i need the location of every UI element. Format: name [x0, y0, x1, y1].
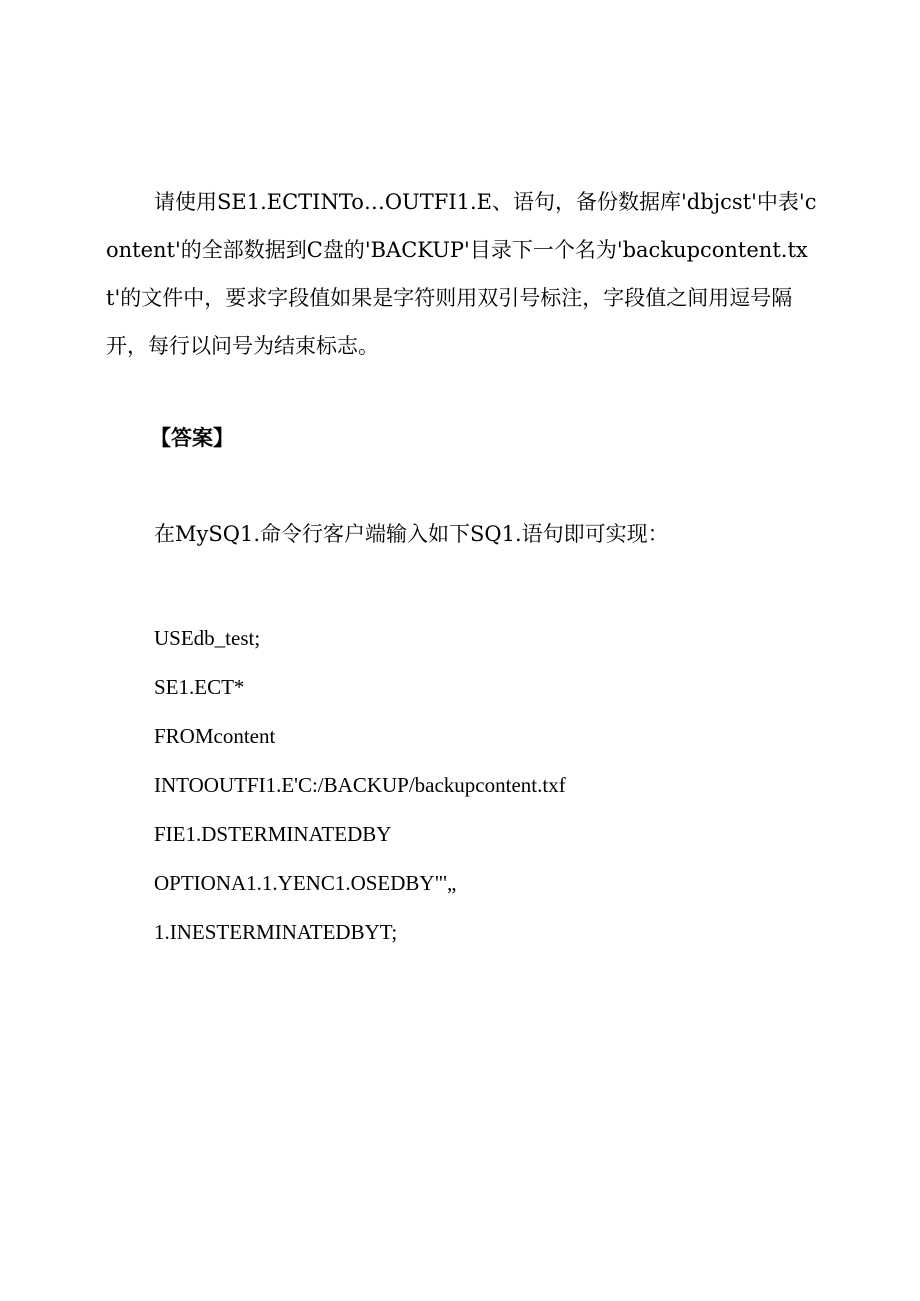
sql-line-optionally-enclosed: OPTIONA1.1.YENC1.OSEDBY"'„ [154, 871, 457, 895]
sql-line-from: FROMcontent [154, 724, 276, 748]
answer-heading: 【答案】 [150, 426, 234, 450]
sql-line-fields-terminated: FIE1.DSTERMINATEDBY [154, 822, 392, 846]
question-paragraph: 请使用SE1.ECTINTo…OUTFI1.E、语句，备份数据库'dbjcst'中表'content'的全部数据到C盘的'BACKUP'目录下一个名为'backupcontent.txt'的文件中，要求字段值如果是字符则用双引号标注，字段值之间用逗号隔开，每行以问号为结束标志。 [106, 190, 817, 358]
sql-line-use: USEdb_test; [154, 626, 261, 650]
sql-line-select: SE1.ECT* [154, 675, 245, 699]
sql-line-into-outfile: INTOOUTFI1.E'C:/BACKUP/backupcontent.txf [154, 773, 566, 797]
sql-line-lines-terminated: 1.INESTERMINATEDBYT; [154, 920, 398, 944]
sql-code-block [154, 614, 566, 957]
answer-intro: 在MySQ1.命令行客户端输入如下SQ1.语句即可实现： [154, 522, 669, 546]
